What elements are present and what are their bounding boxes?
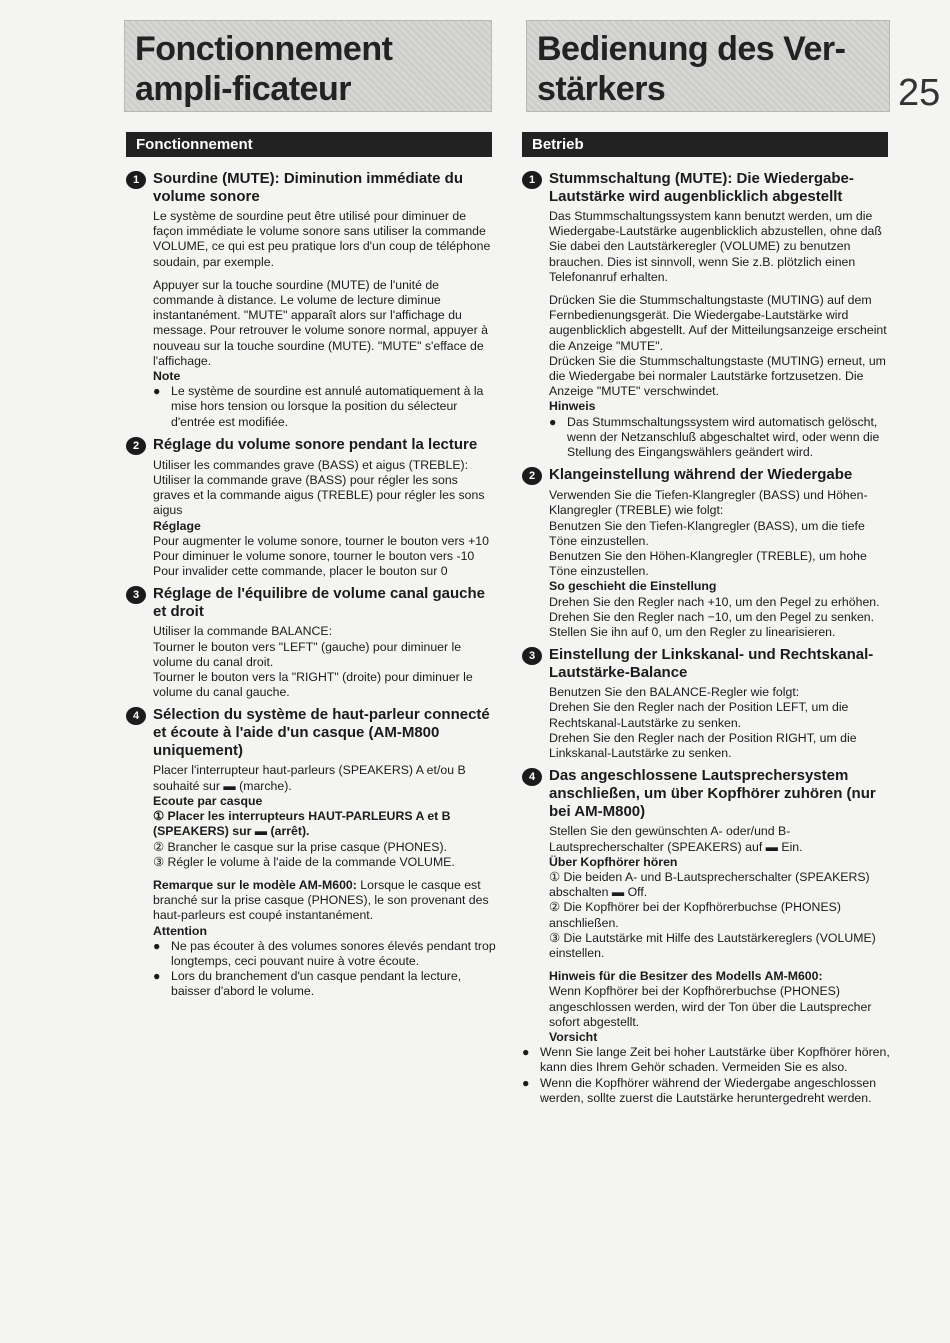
fr-s2-heading: [126, 436, 496, 455]
number-badge-icon: 4: [126, 707, 146, 725]
fr-s3-l1: Utiliser la commande BALANCE:: [153, 624, 333, 639]
fr-s1-p2: Appuyer sur la touche sourdine (MUTE) de l'unité de commande à distance. Le volume de lecture diminue instantanément. "MUTE" apparaît alors sur l'affichage du message. Pour retrouver le volume sonore normal, appuyer à nouveau sur la touche sourdine (MUTE). "MUTE" s'efface de l'affichage.: [153, 277, 488, 368]
fr-s4-att-item: ● Ne pas écouter à des volumes sonores élevés pendant trop longtemps, ceci pouvant nuire à votre écoute.: [153, 938, 496, 968]
fr-section-2: [126, 436, 496, 580]
de-s1-note-item: ● Das Stummschaltungssystem wird automatisch gelöscht, wenn der Netzanschluß abgeschaltet wird, oder wenn die Stellung des Eingangswählers geändert wird.: [549, 414, 880, 460]
page-title-fr: Fonctionnement ampli-ficateur: [135, 30, 393, 108]
de-s4-step3: ③ Die Lautstärke mit Hilfe des Lautstärkereglers (VOLUME) einstellen.: [549, 930, 876, 960]
de-s3-heading: [522, 646, 892, 682]
fr-section-1: [126, 170, 496, 430]
de-s4-step1: ① Die beiden A- und B-Lautsprecherschalter (SPEAKERS) abschalten ▬ Off.: [549, 869, 870, 900]
number-badge-icon: 2: [126, 437, 146, 455]
de-s4-step2: ② Die Kopfhörer bei der Kopfhörerbuchse (PHONES) anschließen.: [549, 900, 841, 930]
de-s4-att-label: Vorsicht: [549, 1029, 598, 1044]
number-badge-icon: 3: [126, 586, 146, 604]
de-s2-sub-label: So geschieht die Einstellung: [549, 579, 717, 594]
fr-s2-l3: Pour invalider cette commande, placer le bouton sur 0: [153, 564, 448, 579]
de-s2-l2: Drehen Sie den Regler nach −10, um den Pegel zu senken.: [549, 609, 875, 624]
fr-s4-sub-label: Ecoute par casque: [153, 793, 263, 808]
fr-s4-att-label: Attention: [153, 923, 207, 938]
de-s3-l3: Drehen Sie den Regler nach der Position RIGHT, um die Linkskanal-Lautstärke zu senken.: [549, 730, 857, 761]
title-box-fr: [124, 20, 492, 112]
fr-s1-heading: [126, 170, 496, 206]
number-badge-icon: 1: [126, 171, 146, 189]
section-bar-fr: Fonctionnement: [126, 132, 492, 157]
fr-s4-step2: ② Brancher le casque sur la prise casque (PHONES).: [153, 839, 447, 854]
fr-s4-p1: Placer l'interrupteur haut-parleurs (SPEAKERS) A et/ou B souhaité sur ▬ (marche).: [153, 763, 466, 793]
page-number: 25: [898, 72, 941, 114]
fr-section-4: [126, 706, 496, 999]
bullet-icon: ●: [153, 938, 161, 953]
de-s3-l2: Drehen Sie den Regler nach der Position LEFT, um die Rechtskanal-Lautstärke zu senken.: [549, 700, 849, 730]
de-s1-heading-text: Stummschaltung (MUTE): Die Wiedergabe-Lautstärke wird augenblicklich abgestellt: [549, 170, 854, 205]
fr-s4-heading: [126, 706, 496, 760]
de-s4-att-item: ● Wenn Sie lange Zeit bei hoher Lautstärke über Kopfhörer hören, kann dies Ihrem Gehör schaden. Vermeiden Sie es also.: [522, 1045, 890, 1075]
de-s2-p2: Benutzen Sie den Tiefen-Klangregler (BASS), um die tiefe Töne einzustellen.: [549, 518, 865, 548]
number-badge-icon: 2: [522, 467, 542, 485]
fr-s4-heading-text: Sélection du système de haut-parleur connecté et écoute à l'aide d'un casque (AM-M800 uniquement): [153, 706, 490, 760]
title-box-de: [526, 20, 890, 112]
de-s4-att-item: ● Wenn die Kopfhörer während der Wiedergabe angeschlossen werden, sollte zuerst die Lautstärke heruntergedreht werden.: [522, 1075, 877, 1105]
fr-s4-step1: ① Placer les interrupteurs HAUT-PARLEURS A et B (SPEAKERS) sur ▬ (arrêt).: [153, 809, 451, 839]
de-s2-heading-text: Klangeinstellung während der Wiedergabe: [549, 466, 853, 484]
bullet-icon: ●: [522, 1045, 530, 1060]
fr-section-3: [126, 585, 496, 700]
fr-s2-heading-text: Réglage du volume sonore pendant la lecture: [153, 435, 478, 453]
de-s2-l1: Drehen Sie den Regler nach +10, um den Pegel zu erhöhen.: [549, 594, 880, 609]
de-s4-sub-label: Über Kopfhörer hören: [549, 854, 678, 869]
number-badge-icon: 4: [522, 768, 542, 786]
fr-s4-step3: ③ Régler le volume à l'aide de la commande VOLUME.: [153, 854, 455, 869]
fr-s4-remark: Remarque sur le modèle AM-M600: Lorsque le casque est branché sur la prise casque (PHONES), le son provenant des haut-parleurs est coupé instantanément.: [153, 877, 489, 923]
de-s3-l1: Benutzen Sie den BALANCE-Regler wie folgt:: [549, 685, 800, 700]
de-section-1: [522, 170, 892, 460]
de-s2-l3: Stellen Sie ihn auf 0, um den Regler zu linearisieren.: [549, 625, 836, 640]
de-s1-heading: [522, 170, 892, 206]
de-s4-remark: Wenn Kopfhörer bei der Kopfhörerbuchse (PHONES) angeschlossen werden, wird der Ton über die Lautsprecher sofort abgestellt.: [549, 984, 872, 1029]
fr-s3-l3: Tourner le bouton vers la "RIGHT" (droite) pour diminuer le volume du canal gauche.: [153, 670, 473, 700]
de-section-3: [522, 646, 892, 761]
column-de: [522, 170, 892, 1112]
fr-s3-heading: [126, 585, 496, 621]
de-s2-heading: [522, 466, 892, 485]
de-section-2: [522, 466, 892, 640]
column-fr: [126, 170, 496, 1006]
de-s4-remark-label: Hinweis für die Besitzer des Modells AM-M600:: [549, 969, 823, 984]
fr-s2-l1: Pour augmenter le volume sonore, tourner le bouton vers +10: [153, 533, 489, 548]
de-s4-p1: Stellen Sie den gewünschten A- oder/und B-Lautsprecherschalter (SPEAKERS) auf ▬ Ein.: [549, 824, 803, 854]
de-s3-heading-text: Einstellung der Linkskanal- und Rechtskanal-Lautstärke-Balance: [549, 646, 874, 682]
fr-s1-p1: Le système de sourdine peut être utilisé pour diminuer de façon immédiate le volume sonore sans utiliser la commande VOLUME, ce qui est peu pratique lors d'un coup de téléphone soudain, par exemple.: [153, 209, 491, 269]
page-title-de: Bedienung des Ver-stärkers: [537, 30, 846, 108]
de-s4-heading-text: Das angeschlossene Lautsprechersystem anschließen, um über Kopfhörer zuhören (nur bei AM-M800): [549, 767, 876, 821]
fr-s4-att-item: ● Lors du branchement d'un casque pendant la lecture, baisser d'abord le volume.: [153, 969, 462, 999]
section-bar-de: Betrieb: [522, 132, 888, 157]
fr-s3-l2: Tourner le bouton vers "LEFT" (gauche) pour diminuer le volume du canal droit.: [153, 639, 462, 669]
bullet-icon: ●: [549, 414, 557, 429]
fr-s2-sub-label: Réglage: [153, 518, 201, 533]
bullet-icon: ●: [153, 384, 161, 399]
de-s2-p3: Benutzen Sie den Höhen-Klangregler (TREBLE), um hohe Töne einzustellen.: [549, 549, 867, 579]
de-s1-p2: Drücken Sie die Stummschaltungstaste (MUTING) auf dem Fernbedienungsgerät. Die Wiedergabe-Lautstärke wird augenblicklich abgestellt. Auf der Mitteilungsanzeige erscheint die Anzeige "MUTE".: [549, 293, 887, 353]
de-s1-p3: Drücken Sie die Stummschaltungstaste (MUTING) erneut, um die Wiedergabe bei normaler Lautstärke fortzusetzen. Die Anzeige "MUTE" verschwindet.: [549, 353, 886, 399]
number-badge-icon: 3: [522, 647, 542, 665]
de-s1-p1: Das Stummschaltungssystem kann benutzt werden, um die Wiedergabe-Lautstärke augenblicklich abzustellen, ohne daß Sie dabei den Lautstärkeregler (VOLUME) zu benutzen brauchen. Dies ist sinnvoll, wenn Sie z.B. plötzlich einen Telefonanruf erhalten.: [549, 209, 882, 284]
fr-s1-heading-text: Sourdine (MUTE): Diminution immédiate du volume sonore: [153, 170, 463, 205]
fr-s2-l2: Pour diminuer le volume sonore, tourner le bouton vers -10: [153, 549, 475, 564]
fr-s3-heading-text: Réglage de l'équilibre de volume canal gauche et droit: [153, 585, 485, 621]
fr-s1-note-item: ● Le système de sourdine est annulé automatiquement à la mise hors tension ou lorsque la position du sélecteur d'entrée est modifiée.: [153, 384, 484, 429]
number-badge-icon: 1: [522, 171, 542, 189]
de-s2-p1: Verwenden Sie die Tiefen-Klangregler (BASS) und Höhen-Klangregler (TREBLE) wie folgt:: [549, 488, 868, 518]
fr-s1-note-label: Note: [153, 369, 181, 384]
fr-s2-p1: Utiliser les commandes grave (BASS) et aigus (TREBLE): Utiliser la commande grave (BASS) pour régler les sons graves et la commande aigus (TREBLE) pour régler les sons aigus: [153, 457, 485, 518]
bullet-icon: ●: [522, 1075, 530, 1090]
de-section-4: [522, 767, 892, 1106]
de-s4-heading: [522, 767, 892, 821]
bullet-icon: ●: [153, 969, 161, 984]
de-s1-note-label: Hinweis: [549, 399, 596, 414]
